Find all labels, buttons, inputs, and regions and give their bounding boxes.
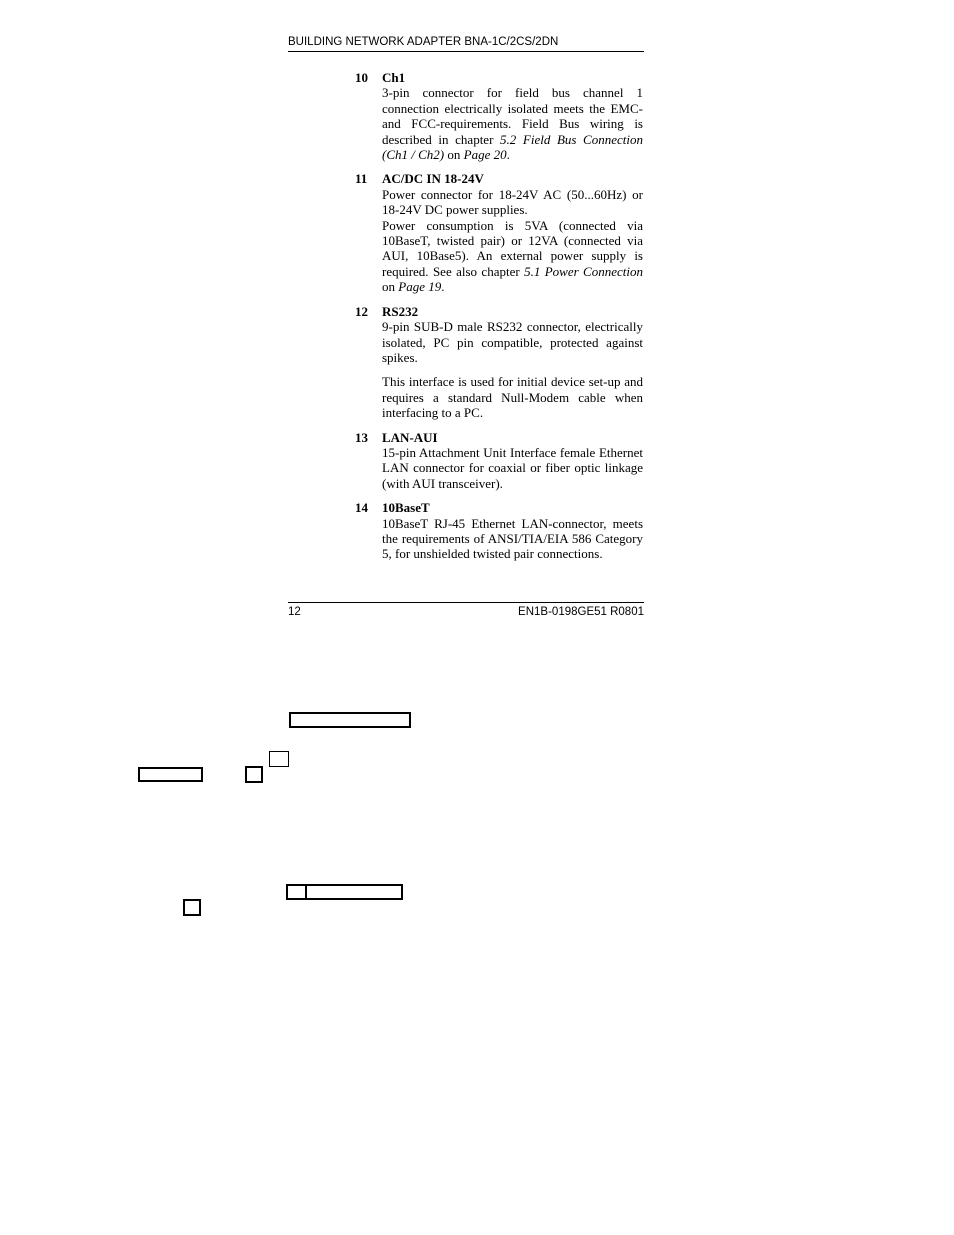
empty-checkbox [286,884,307,900]
item-title: 10BaseT [382,500,430,516]
empty-checkbox [269,751,289,767]
connector-list [355,70,643,571]
page-footer [288,602,644,619]
item-description: 15-pin Attachment Unit Interface female Ethernet LAN connector for coaxial or fiber optic linkage (with AUI transceiver). [382,444,643,491]
item-heading [355,304,643,319]
document-code: EN1B-0198GE51 R0801 [518,606,644,618]
item-number: 13 [355,429,368,445]
page-reference: Page 19 [398,279,442,295]
empty-field-box [305,884,403,900]
item-number: 10 [355,70,368,85]
list-item [355,500,643,562]
item-note: This interface is used for initial device set-up and requires a standard Null-Modem cable when interfacing to a PC. [382,374,643,421]
item-number: 14 [355,500,368,516]
list-item [355,304,643,421]
item-description: Power connector for 18-24V AC (50...60Hz) or 18-24V DC power supplies. [382,186,643,218]
item-title: RS232 [382,303,419,319]
list-item [355,70,643,162]
item-description: Power consumption is 5VA (connected via 10BaseT, twisted pair) or 12VA (connected via AUI, 10Base5). An external power supply is required. See also chapter 5.1 Power Connection on Page 19. [382,217,643,295]
item-title: AC/DC IN 18-24V [382,171,484,187]
item-description: 10BaseT RJ-45 Ethernet LAN-connector, meets the requirements of ANSI/TIA/EIA 586 Category 5, for unshielded twisted pair connections. [382,515,643,562]
list-item [355,430,643,492]
item-description: 9-pin SUB-D male RS232 connector, electrically isolated, PC pin compatible, protected against spikes. [382,319,643,365]
item-number: 12 [355,303,368,319]
item-description: 3-pin connector for field bus channel 1 connection electrically isolated meets the EMC-and FCC-requirements. Field Bus wiring is described in chapter 5.2 Field Bus Connection (Ch1 / Ch2) on Page 20. [382,85,643,163]
page-reference: Page 20 [463,147,507,163]
page-number: 12 [288,606,301,618]
item-heading [355,430,643,445]
list-item [355,171,643,294]
page-header [288,35,644,52]
item-number: 11 [355,171,368,187]
chapter-reference: 5.1 Power Connection [524,263,643,279]
empty-checkbox [183,899,201,916]
item-title: LAN-AUI [382,429,438,445]
chapter-reference: 5.2 Field Bus Connection (Ch1 / Ch2) [382,131,643,163]
item-heading [355,171,643,186]
item-heading [355,500,643,515]
item-heading [355,70,643,85]
empty-field-box [289,712,411,728]
empty-checkbox [245,766,263,783]
item-title: Ch1 [382,70,406,85]
header-title: BUILDING NETWORK ADAPTER BNA-1C/2CS/2DN [288,36,559,48]
empty-field-box [138,767,203,782]
